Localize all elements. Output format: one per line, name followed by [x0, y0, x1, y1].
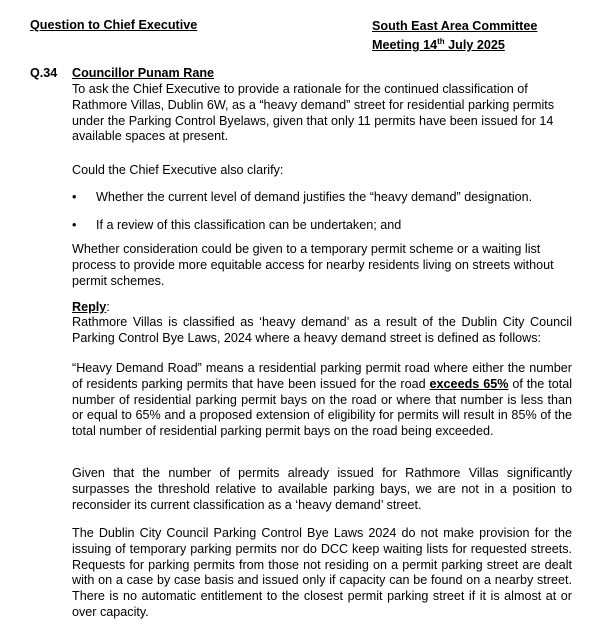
bullet-icon: • — [72, 218, 77, 232]
question-body: To ask the Chief Executive to provide a rationale for the continued classification of Rathmore Villas, Dublin 6W, as a “heavy demand” street for residential parking permits under the Parking Control Byelaws, given that only 11 permits have been issued for 14 available spaces at present. — [72, 82, 555, 144]
question-asker: Councillor Punam Rane — [72, 66, 215, 80]
meeting-date: Meeting 14th July 2025 — [372, 37, 505, 53]
reply-label: Reply: — [72, 300, 110, 314]
header-title: Question to Chief Executive — [30, 18, 198, 32]
question-number: Q.34 — [30, 66, 58, 80]
clarify-intro: Could the Chief Executive also clarify: — [72, 163, 284, 177]
committee-name: South East Area Committee — [372, 19, 538, 33]
reply-paragraph-4: The Dublin City Council Parking Control Bye Laws 2024 do not make provision for the issuing of temporary parking permits nor do DCC keep waiting lists for requested streets. Requests for parking permits from those not residing on a permit parking street are dealt with on a case by case basis and issued only if capacity can be found on a nearby street. There is no automatic entitlement to the closest permit parking street if it is almost at or over capacity. — [72, 526, 572, 619]
reply-paragraph-3: Given that the number of permits already issued for Rathmore Villas significantly surpasses the threshold relative to available parking bays, we are not in a position to reconsider its current classification as a ‘heavy demand’ street. — [72, 466, 572, 512]
reply-paragraph-1: Rathmore Villas is classified as ‘heavy demand’ as a result of the Dublin City Council Parking Control Bye Laws, 2024 where a heavy demand street is defined as follows: — [72, 315, 572, 345]
reply-paragraph-2: “Heavy Demand Road” means a residential parking permit road where either the number of residents parking permits that have been issued for the road exceeds 65% of the total number of residential parking permit bays on the road or where that number is less than or equal to 65% and a proposed extension of eligibility for permits will result in 85% of the total number of residential parking permit bays on the road being exceeded. — [72, 361, 573, 439]
question-closing: Whether consideration could be given to a temporary permit scheme or a waiting list process to provide more equitable access for nearby residents living on streets without permit schemes. — [72, 242, 554, 288]
bullet-icon: • — [72, 190, 77, 204]
threshold-emphasis: exceeds 65% — [429, 376, 509, 391]
header-meeting — [372, 18, 537, 53]
